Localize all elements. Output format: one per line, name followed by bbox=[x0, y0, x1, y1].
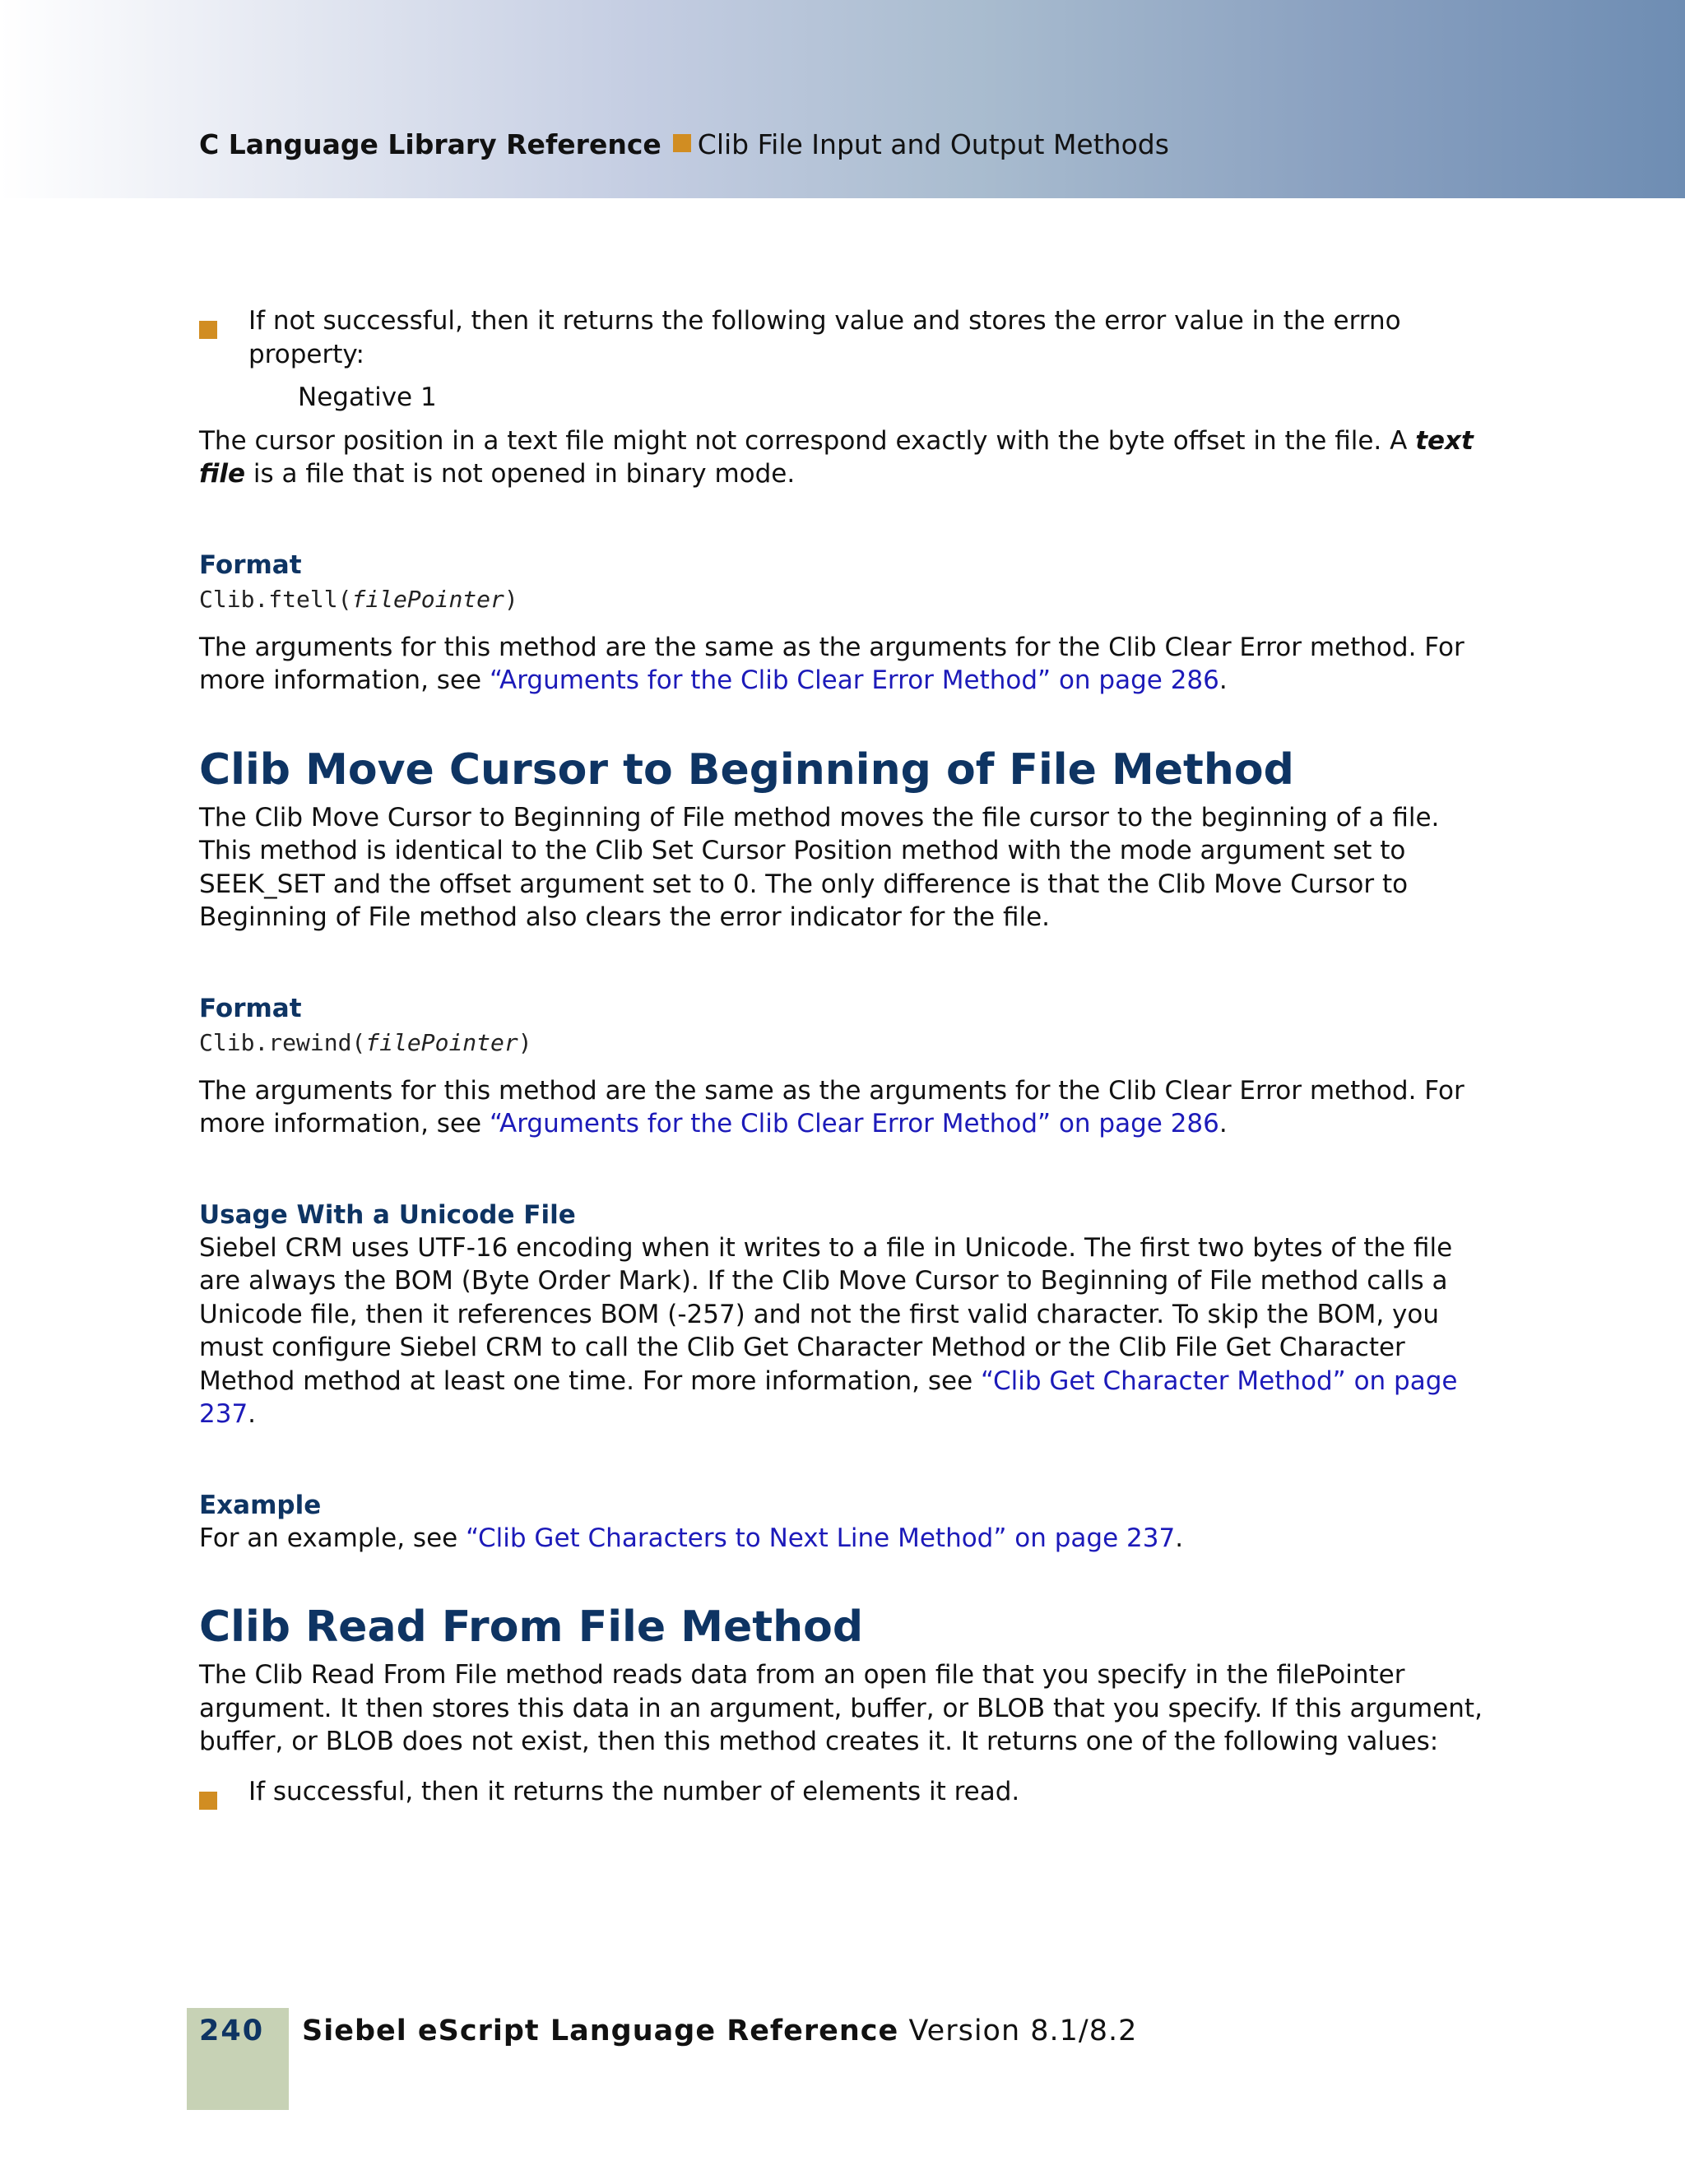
text-run: . bbox=[248, 1399, 257, 1429]
cross-reference-link[interactable]: “Arguments for the Clib Clear Error Method” on page 286 bbox=[489, 665, 1219, 695]
text-run: For an example, see bbox=[199, 1523, 467, 1553]
format-heading: Format bbox=[199, 993, 302, 1023]
running-header bbox=[199, 128, 1169, 161]
header-band bbox=[0, 0, 1685, 198]
paragraph bbox=[199, 631, 1483, 698]
code-argument: filePointer bbox=[351, 585, 504, 613]
subsection-heading: Usage With a Unicode File bbox=[199, 1199, 576, 1230]
code-text: ) bbox=[504, 585, 518, 613]
cross-reference-link[interactable]: “Clib Get Characters to Next Line Method” on page 237 bbox=[466, 1523, 1176, 1553]
square-bullet-icon bbox=[199, 321, 217, 339]
text-run: The arguments for this method are the same as the arguments for the Clib Clear Error method. For more information, see bbox=[199, 632, 1465, 695]
text-run: Siebel CRM uses UTF-16 encoding when it writes to a file in Unicode. The first two bytes of the file are always the BOM (Byte Order Mark). If the Clib Move Cursor to Beginning of File method calls a Unicode file, then it references BOM (-257) and not the first valid character. To skip the BOM, you must configure Siebel CRM to call the Clib Get Character Method or the Clib File Get Character Method method at least one time. For more information, see bbox=[199, 1232, 1453, 1396]
text-run: is a file that is not opened in binary mode. bbox=[245, 459, 796, 489]
text-run: . bbox=[1218, 1109, 1228, 1138]
section-heading: Clib Move Cursor to Beginning of File Method bbox=[199, 744, 1294, 795]
paragraph bbox=[199, 424, 1483, 491]
code-syntax bbox=[199, 1028, 1483, 1058]
bullet-text: If not successful, then it returns the following value and stores the error value in the errno property: bbox=[248, 306, 1401, 369]
list-item bbox=[199, 304, 1483, 371]
code-text: Clib.ftell( bbox=[199, 585, 352, 613]
cross-reference-link[interactable]: “Clib Get Character Method” on page 237 bbox=[199, 1366, 1458, 1429]
code-text: ) bbox=[518, 1028, 532, 1056]
paragraph: The Clib Read From File method reads data from an open file that you specify in the filePointer argument. It then stores this data in an argument, buffer, or BLOB that you specify. If this argument, buffer, or BLOB does not exist, then this method creates it. It returns one of the following values: bbox=[199, 1660, 1483, 1756]
paragraph bbox=[199, 1231, 1483, 1431]
list-item bbox=[199, 1775, 1483, 1809]
square-bullet-icon bbox=[199, 1792, 217, 1810]
section-heading: Clib Read From File Method bbox=[199, 1602, 864, 1652]
text-run: The arguments for this method are the same as the arguments for the Clib Clear Error method. For more information, see bbox=[199, 1075, 1465, 1138]
text-run: . bbox=[1175, 1523, 1184, 1553]
paragraph bbox=[199, 1074, 1483, 1141]
chapter-title: C Language Library Reference bbox=[199, 128, 661, 160]
text-run: . bbox=[1218, 665, 1228, 695]
square-bullet-icon bbox=[673, 134, 691, 152]
defined-term: text file bbox=[199, 425, 1474, 489]
code-text: Clib.rewind( bbox=[199, 1028, 366, 1056]
paragraph bbox=[199, 1522, 1483, 1556]
footer-title bbox=[302, 2013, 1137, 2049]
bullet-text: If successful, then it returns the number of elements it read. bbox=[248, 1776, 1020, 1806]
page-number: 240 bbox=[199, 2015, 265, 2047]
code-argument: filePointer bbox=[365, 1028, 518, 1056]
book-version: Version 8.1/8.2 bbox=[908, 2015, 1138, 2047]
text-run: The cursor position in a text file might not correspond exactly with the byte offset in the file. A bbox=[199, 425, 1416, 456]
format-heading: Format bbox=[199, 549, 302, 580]
code-syntax bbox=[199, 585, 1483, 614]
return-value: Negative 1 bbox=[298, 383, 437, 412]
example-heading: Example bbox=[199, 1490, 322, 1520]
cross-reference-link[interactable]: “Arguments for the Clib Clear Error Method” on page 286 bbox=[489, 1109, 1219, 1138]
paragraph: The Clib Move Cursor to Beginning of File method moves the file cursor to the beginning of a file. This method is identical to the Clib Set Cursor Position method with the mode argument set to SEEK_SET and the offset argument set to 0. The only difference is that the Clib Move Cursor to Beginning of File method also clears the error indicator for the file. bbox=[199, 802, 1440, 932]
section-title: Clib File Input and Output Methods bbox=[697, 128, 1169, 160]
book-title: Siebel eScript Language Reference bbox=[302, 2015, 899, 2047]
page-content bbox=[199, 304, 1483, 1808]
